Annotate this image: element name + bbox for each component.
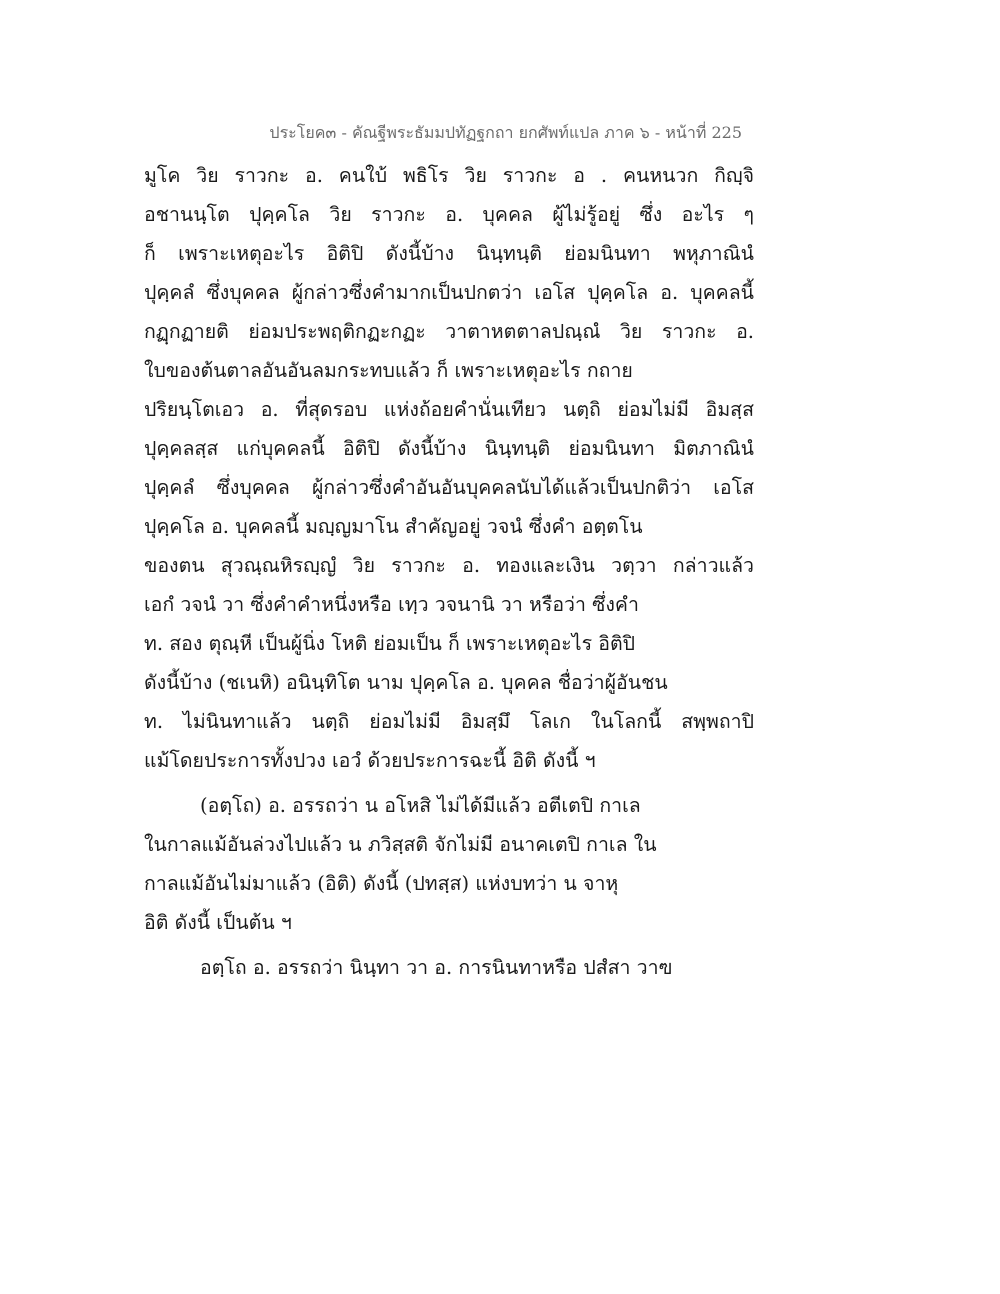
paragraph-3: [144, 948, 754, 987]
text-line: ของตน สุวณฺณหิรญฺญํ วิย ราวกะ อ. ทองและเงิน วตฺวา กล่าวแล้ว: [144, 554, 754, 577]
body-text: [144, 156, 754, 987]
text-line: ปุคฺคลํ ซึ่งบุคคล ผู้กล่าวซึ่งคำอันอันบุคคลนับได้แล้วเป็นปกติว่า เอโส: [144, 476, 754, 499]
text-line: ท. สอง ตุณฺหี เป็นผู้นิ่ง โหติ ย่อมเป็น ก็ เพราะเหตุอะไร อิติปิ: [144, 632, 636, 655]
text-line: ปุคฺคโล อ. บุคคลนี้ มญฺญมาโน สำคัญอยู่ วจนํ ซึ่งคำ อตฺตโน: [144, 515, 643, 538]
paragraph-2: [144, 786, 754, 942]
text-line: ท. ไม่นินทาแล้ว นตฺถิ ย่อมไม่มี อิมสฺมึ โลเก ในโลกนี้ สพฺพถาปิ: [144, 710, 754, 733]
text-line: ปุคฺคลํ ซึ่งบุคคล ผู้กล่าวซึ่งคำมากเป็นปกตว่า เอโส ปุคฺคโล อ. บุคคลนี้: [144, 281, 754, 304]
text-line: อชานนฺโต ปุคฺคโล วิย ราวกะ อ. บุคคล ผู้ไม่รู้อยู่ ซึ่ง อะไร ๆ: [144, 203, 754, 226]
running-header: ประโยค๓ - คัณฐีพระธัมมปทัฏฐกถา ยกศัพท์แปล ภาค ๖ - หน้าที่ 225: [269, 123, 742, 142]
text-line: (อตฺโถ) อ. อรรถว่า น อโหสิ ไม่ได้มีแล้ว อตีเตปิ กาเล: [200, 794, 641, 817]
paragraph-1: [144, 156, 754, 780]
text-line: ก็ เพราะเหตุอะไร อิติปิ ดังนี้บ้าง นินฺทนฺติ ย่อมนินทา พหุภาณินํ: [144, 242, 754, 265]
text-line: แม้โดยประการทั้งปวง เอวํ ด้วยประการฉะนี้ อิติ ดังนี้ ฯ: [144, 749, 596, 772]
text-line: อิติ ดังนี้ เป็นต้น ฯ: [144, 911, 292, 934]
text-line: กาลแม้อันไม่มาแล้ว (อิติ) ดังนี้ (ปทสฺส) แห่งบทว่า น จาหุ: [144, 872, 619, 895]
text-line: เอกํ วจนํ วา ซึ่งคำคำหนึ่งหรือ เทฺว วจนานิ วา หรือว่า ซึ่งคำ: [144, 593, 639, 616]
text-line: มูโค วิย ราวกะ อ. คนใบ้ พธิโร วิย ราวกะ อ . คนหนวก กิญฺจิ: [144, 164, 754, 187]
text-line: ดังนี้บ้าง (ชเนหิ) อนินฺทิโต นาม ปุคฺคโล อ. บุคคล ชื่อว่าผู้อันชน: [144, 671, 668, 694]
text-line: ปุคฺคลสฺส แก่บุคคลนี้ อิติปิ ดังนี้บ้าง นินฺทนฺติ ย่อมนินทา มิตภาณินํ: [144, 437, 754, 460]
text-line: อตฺโถ อ. อรรถว่า นินฺทา วา อ. การนินทาหรือ ปสํสา วาฃ: [200, 956, 673, 979]
text-line: ในกาลแม้อันล่วงไปแล้ว น ภวิสฺสติ จักไม่มี อนาคเตปิ กาเล ใน: [144, 833, 657, 856]
text-line: ใบของต้นตาลอันอันลมกระทบแล้ว ก็ เพราะเหตุอะไร กถาย: [144, 359, 633, 382]
text-line: ปริยนฺโตเอว อ. ที่สุดรอบ แห่งถ้อยคำนั่นเทียว นตฺถิ ย่อมไม่มี อิมสฺส: [144, 398, 754, 421]
text-line: กฏฺกฏายติ ย่อมประพฤติกฏะกฏะ วาตาหตตาลปณฺณํ วิย ราวกะ อ.: [144, 320, 754, 343]
